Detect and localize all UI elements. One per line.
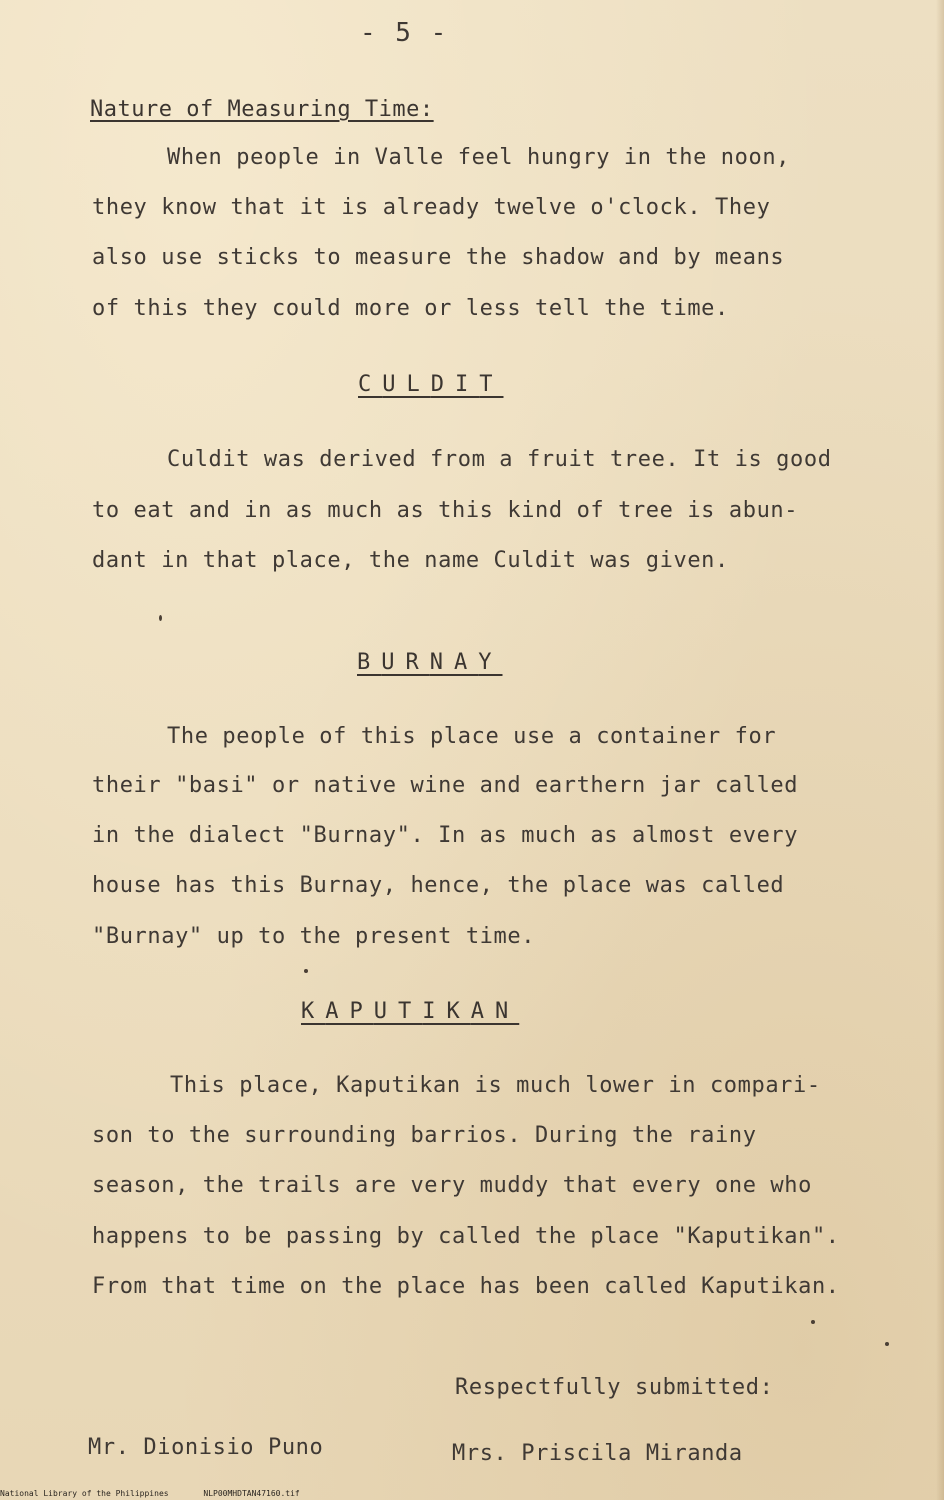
kaputikan-line-2: son to the surrounding barrios. During the rainy <box>92 1123 757 1148</box>
heading-letter: I <box>422 999 447 1024</box>
page-number: - 5 - <box>360 18 449 48</box>
burnay-line-1: The people of this place use a container for <box>167 724 777 749</box>
footer-library: National Library of the Philippines <box>0 1489 169 1498</box>
paper-speck <box>811 1320 815 1324</box>
culdit-heading <box>358 372 504 397</box>
culdit-line-3: dant in that place, the name Culdit was given. <box>92 548 729 573</box>
kaputikan-line-3: season, the trails are very muddy that every one who <box>92 1173 812 1198</box>
paper-speck <box>159 615 162 621</box>
heading-letter: U <box>381 650 406 675</box>
kaputikan-heading <box>301 999 519 1024</box>
culdit-line-1: Culdit was derived from a fruit tree. It is good <box>167 447 832 472</box>
heading-letter: C <box>358 372 383 397</box>
heading-letter: U <box>382 372 407 397</box>
measuring-time-heading: Nature of Measuring Time: <box>90 97 434 122</box>
respectfully-submitted: Respectfully submitted: <box>455 1375 774 1400</box>
heading-letter: K <box>446 999 471 1024</box>
paper-speck <box>885 1342 889 1346</box>
heading-letter: I <box>455 372 480 397</box>
measuring-time-line-2: they know that it is already twelve o'clock. They <box>92 195 771 220</box>
culdit-line-2: to eat and in as much as this kind of tree is abun- <box>92 498 799 523</box>
heading-letter: D <box>430 372 455 397</box>
kaputikan-line-1: This place, Kaputikan is much lower in compari- <box>170 1073 821 1098</box>
paper-edge <box>936 0 944 1500</box>
burnay-heading <box>357 650 503 675</box>
heading-letter: K <box>301 999 326 1024</box>
measuring-time-line-1: When people in Valle feel hungry in the noon, <box>167 145 791 170</box>
heading-letter: A <box>454 650 479 675</box>
kaputikan-line-4: happens to be passing by called the place "Kaputikan". <box>92 1224 840 1249</box>
burnay-line-2: their "basi" or native wine and earthern jar called <box>92 773 799 798</box>
heading-letter: T <box>398 999 423 1024</box>
burnay-line-3: in the dialect "Burnay". In as much as almost every <box>92 823 799 848</box>
heading-letter: Y <box>478 650 503 675</box>
heading-letter: U <box>373 999 398 1024</box>
heading-letter: A <box>470 999 495 1024</box>
heading-letter: N <box>495 999 520 1024</box>
measuring-time-line-4: of this they could more or less tell the time. <box>92 296 729 321</box>
signatory-right: Mrs. Priscila Miranda <box>452 1441 743 1466</box>
heading-letter: A <box>325 999 350 1024</box>
footer-file: NLP00MHDTAN47160.tif <box>203 1489 300 1498</box>
measuring-time-line-3: also use sticks to measure the shadow and by means <box>92 245 785 270</box>
heading-letter: P <box>349 999 374 1024</box>
heading-letter: B <box>357 650 382 675</box>
heading-letter: T <box>479 372 504 397</box>
scan-footer <box>0 1489 330 1498</box>
heading-letter: L <box>406 372 431 397</box>
burnay-line-5: "Burnay" up to the present time. <box>92 924 536 949</box>
heading-letter: R <box>405 650 430 675</box>
signatory-left: Mr. Dionisio Puno <box>88 1435 324 1460</box>
burnay-line-4: house has this Burnay, hence, the place was called <box>92 873 785 898</box>
paper-speck <box>304 969 308 973</box>
kaputikan-line-5: From that time on the place has been called Kaputikan. <box>92 1274 840 1299</box>
heading-letter: N <box>429 650 454 675</box>
